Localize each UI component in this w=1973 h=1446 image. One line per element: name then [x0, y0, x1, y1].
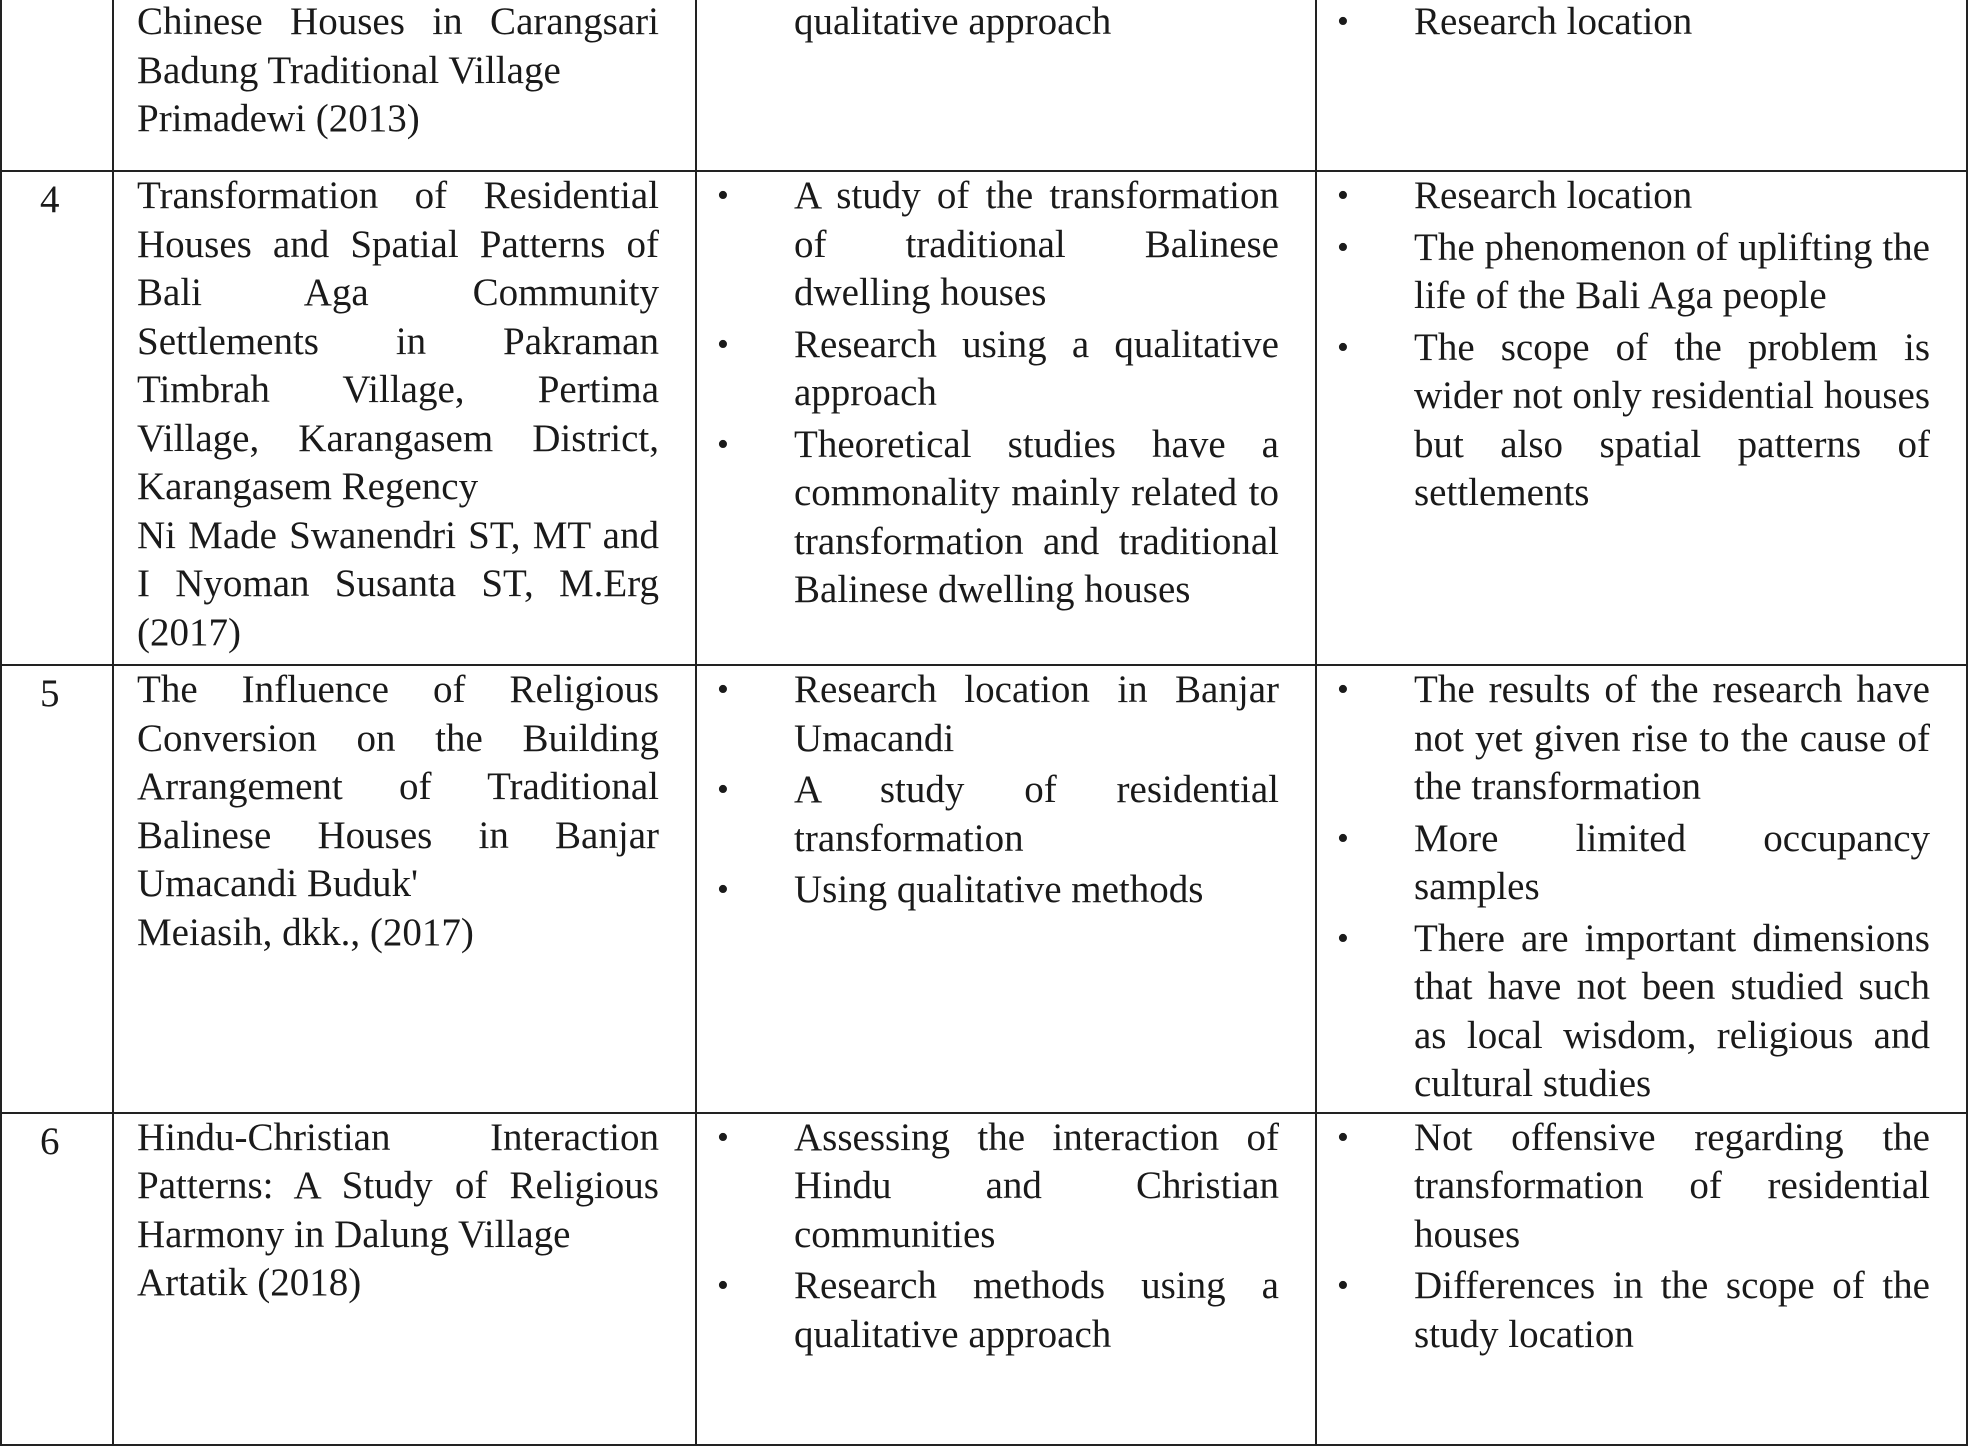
similarity-item: • A study of residential transformation [697, 766, 1279, 863]
table-row [1, 665, 1967, 1113]
similarities-cell [696, 0, 1316, 171]
difference-item: • The results of the research have not yet given rise to the cause of the transformation [1317, 666, 1930, 812]
difference-item: • The scope of the problem is wider not only residential houses but also spatial patterns of settlements [1317, 324, 1930, 518]
similarities-cell [696, 665, 1316, 1113]
table-row [1, 0, 1967, 171]
similarity-item: • Theoretical studies have a commonality mainly related to transformation and traditional Balinese dwelling houses [697, 421, 1279, 615]
study-title-cell [113, 171, 696, 665]
similarity-item: • Using qualitative methods [697, 866, 1279, 915]
differences-cell [1316, 1113, 1967, 1445]
study-title-line: Badung Traditional Village [137, 48, 561, 92]
difference-item: • Differences in the scope of the study location [1317, 1262, 1930, 1359]
study-title-line: Chinese Houses in Carangsari [137, 0, 659, 43]
difference-item: • Research location [1317, 0, 1930, 47]
similarities-cell [696, 171, 1316, 665]
study-title-cell [113, 1113, 696, 1445]
difference-item: • Not offensive regarding the transformation of residential houses [1317, 1114, 1930, 1260]
table-row [1, 171, 1967, 665]
study-title: Transformation of Residential Houses and Spatial Patterns of Bali Aga Community Settlements in Pakraman Timbrah Village, Pertima Village, Karangasem District, Karangasem Regency [137, 174, 659, 508]
similarity-item: • A study of the transformation of traditional Balinese dwelling houses [697, 172, 1279, 318]
difference-item: • There are important dimensions that have not been studied such as local wisdom, religious and cultural studies [1317, 915, 1930, 1109]
row-number: 6 [1, 1113, 113, 1445]
difference-item: • More limited occupancy samples [1317, 815, 1930, 912]
differences-cell [1316, 0, 1967, 171]
row-number [1, 0, 113, 171]
similarity-item: • Research methods using a qualitative approach [697, 1262, 1279, 1359]
similarities-cell [696, 1113, 1316, 1445]
study-author: Artatik (2018) [137, 1261, 362, 1304]
differences-cell [1316, 665, 1967, 1113]
study-author: Primadewi (2013) [137, 97, 420, 140]
difference-item: • The phenomenon of uplifting the life of the Bali Aga people [1317, 224, 1930, 321]
study-author: Ni Made Swanendri ST, MT and I Nyoman Susanta ST, M.Erg (2017) [137, 513, 659, 654]
similarity-item: • Research location in Banjar Umacandi [697, 666, 1279, 763]
study-title-cell [113, 665, 696, 1113]
similarity-item: • Research using a qualitative approach [697, 321, 1279, 418]
differences-cell [1316, 171, 1967, 665]
difference-item: • Research location [1317, 172, 1930, 221]
study-author: Meiasih, dkk., (2017) [137, 910, 474, 954]
similarity-text: qualitative approach [794, 0, 1112, 43]
similarity-item: • Assessing the interaction of Hindu and Christian communities [697, 1114, 1279, 1260]
row-number: 5 [1, 665, 113, 1113]
study-title: The Influence of Religious Conversion on the Building Arrangement of Traditional Balinese Houses in Banjar Umacandi Buduk' [137, 668, 659, 905]
table-row [1, 1113, 1967, 1445]
study-title: Hindu-Christian Interaction Patterns: A Study of Religious Harmony in Dalung Village [137, 1115, 659, 1256]
study-title-cell [113, 0, 696, 171]
row-number: 4 [1, 171, 113, 665]
